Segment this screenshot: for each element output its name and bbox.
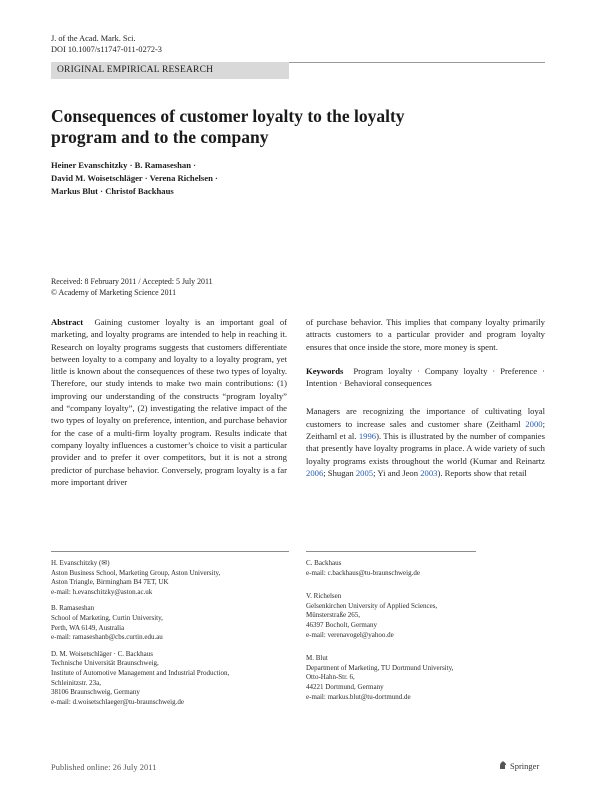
- affiliation-line: 44221 Dortmund, Germany: [306, 682, 384, 691]
- doi-link[interactable]: DOI 10.1007/s11747-011-0272-3: [51, 45, 162, 54]
- affiliation-woisetschlaeger: [51, 650, 291, 708]
- affiliation-line: Aston Triangle, Birmingham B4 7ET, UK: [51, 578, 169, 587]
- abstract-text: Gaining customer loyalty is an important goal of marketing, and loyalty programs are intended to help in reaching it. Research on loyalty programs suggests that customers differentiate between loyalty to a company and loyalty to a loyalty program, yet little is known about the consequences of these two types of loyalty. Therefore, our study intends to make two main contributions: (1) improving our understanding of the constructs “program loyalty” and “company loyalty”, (2) investigating the relative impact of the two types of loyalty on preference, intention, and purchase behavior for the case of a multi-firm loyalty program. Results indicate that company loyalty influences a customer’s choice to visit a particular provider and to prefer it over competitors, but it is not a strong predictor of purchase behavior. Conversely, program loyalty is a far more important driver: [51, 317, 288, 487]
- affiliation-line: Institute of Automotive Management and Industrial Production,: [51, 668, 230, 677]
- title-line-2: program and to the company: [51, 127, 269, 147]
- intro-text: ; Shugan: [323, 467, 356, 478]
- affiliation-richelsen: [306, 592, 546, 640]
- affiliations-right: [306, 559, 546, 709]
- intro-text: Managers are recognizing the importance of cultivating loyal customers to increase sales and customer share (Zeithaml: [306, 406, 545, 429]
- intro-text: ; Zeithaml et al.: [306, 418, 545, 442]
- author-list: [51, 159, 411, 198]
- email-link[interactable]: e-mail: h.evanschitzky@aston.ac.uk: [51, 587, 153, 596]
- affiliation-line: 38106 Braunschweig, Germany: [51, 688, 140, 697]
- abstract-paragraph: [51, 316, 287, 488]
- affiliation-author: D. M. Woisetschläger · C. Backhaus: [51, 649, 153, 658]
- affiliation-line: Schleinitzstr. 23a,: [51, 678, 101, 687]
- affiliation-author: M. Blut: [306, 654, 328, 663]
- received-accepted: Received: 8 February 2011 / Accepted: 5 July 2011: [51, 277, 213, 286]
- citation-link[interactable]: 2003: [420, 467, 438, 478]
- intro-text: ). Reports show that retail: [437, 467, 527, 478]
- email-link[interactable]: e-mail: c.backhaus@tu-braunschweig.de: [306, 568, 420, 577]
- affiliation-line: Otto-Hahn-Str. 6,: [306, 673, 355, 682]
- affiliation-author: H. Evanschitzky (✉): [51, 559, 110, 567]
- citation-link[interactable]: 2005: [355, 467, 374, 478]
- email-link[interactable]: e-mail: d.woisetschlaeger@tu-braunschweig.de: [51, 697, 184, 706]
- author-line-3: Markus Blut · Christof Backhaus: [51, 186, 174, 196]
- title-line-1: Consequences of customer loyalty to the loyalty: [51, 106, 405, 126]
- section-label: ORIGINAL EMPIRICAL RESEARCH: [51, 62, 289, 79]
- citation-link[interactable]: 2006: [306, 467, 324, 478]
- keywords-label: Keywords: [306, 365, 344, 376]
- email-link[interactable]: e-mail: verenavogel@yahoo.de: [306, 630, 394, 639]
- affiliation-author: V. Richelsen: [306, 592, 342, 601]
- email-link[interactable]: e-mail: markus.blut@tu-dortmund.de: [306, 692, 411, 701]
- affiliation-line: Perth, WA 6149, Australia: [51, 623, 125, 632]
- published-online: Published online: 26 July 2011: [51, 763, 157, 772]
- footnote-rule-left: [51, 551, 289, 552]
- affiliation-evanschitzky: [51, 559, 291, 597]
- affiliation-blut: [306, 654, 546, 702]
- citation-link[interactable]: 2000: [525, 418, 543, 429]
- copyright-line: © Academy of Marketing Science 2011: [51, 288, 177, 297]
- abstract-continuation: of purchase behavior. This implies that company loyalty primarily attracts customers to a particular provider and program loyalty ensures that once inside the store, more money is spent.: [306, 317, 545, 352]
- article-dates: [51, 276, 351, 298]
- publisher-logo: [498, 760, 539, 771]
- affiliation-line: Gelsenkirchen University of Applied Sciences,: [306, 601, 438, 610]
- affiliation-ramaseshan: [51, 604, 291, 642]
- affiliation-line: Department of Marketing, TU Dortmund University,: [306, 663, 454, 672]
- article-title: [51, 106, 521, 148]
- author-line-2: David M. Woisetschläger · Verena Richelsen ·: [51, 173, 218, 183]
- citation-link[interactable]: 1996: [358, 431, 377, 442]
- affiliation-author: C. Backhaus: [306, 559, 342, 567]
- affiliation-backhaus: [306, 559, 546, 578]
- affiliation-line: Technische Universität Braunschweig,: [51, 659, 159, 668]
- affiliation-line: 46397 Bocholt, Germany: [306, 620, 377, 629]
- section-rule: [289, 62, 545, 63]
- affiliation-line: Aston Business School, Marketing Group, Aston University,: [51, 568, 221, 577]
- footnote-rule-right: [306, 551, 476, 552]
- affiliation-line: School of Marketing, Curtin University,: [51, 613, 163, 622]
- publisher-name: Springer: [510, 761, 540, 771]
- intro-text: ). This is illustrated by the number of companies that presently have loyalty programs in place. A wide variety of such loyalty programs exists throughout the world (Kumar and Reinartz: [306, 431, 545, 466]
- affiliations-left: [51, 559, 291, 714]
- intro-text: ; Yi and Jeon: [373, 467, 421, 478]
- intro-paragraph: [306, 405, 545, 479]
- journal-name: J. of the Acad. Mark. Sci.: [51, 34, 136, 43]
- affiliation-author: B. Ramaseshan: [51, 604, 95, 613]
- keywords-text: Program loyalty · Company loyalty · Preference · Intention · Behavioral consequences: [306, 365, 545, 389]
- email-link[interactable]: e-mail: ramaseshanb@cbs.curtin.edu.au: [51, 633, 163, 642]
- keywords-paragraph: [306, 365, 545, 390]
- right-column: [306, 316, 545, 479]
- affiliation-line: Münsterstraße 265,: [306, 611, 361, 620]
- springer-horse-icon: [498, 760, 508, 770]
- author-line-1: Heiner Evanschitzky · B. Ramaseshan ·: [51, 160, 196, 170]
- abstract-label: Abstract: [51, 317, 84, 327]
- abstract-block: [51, 316, 287, 488]
